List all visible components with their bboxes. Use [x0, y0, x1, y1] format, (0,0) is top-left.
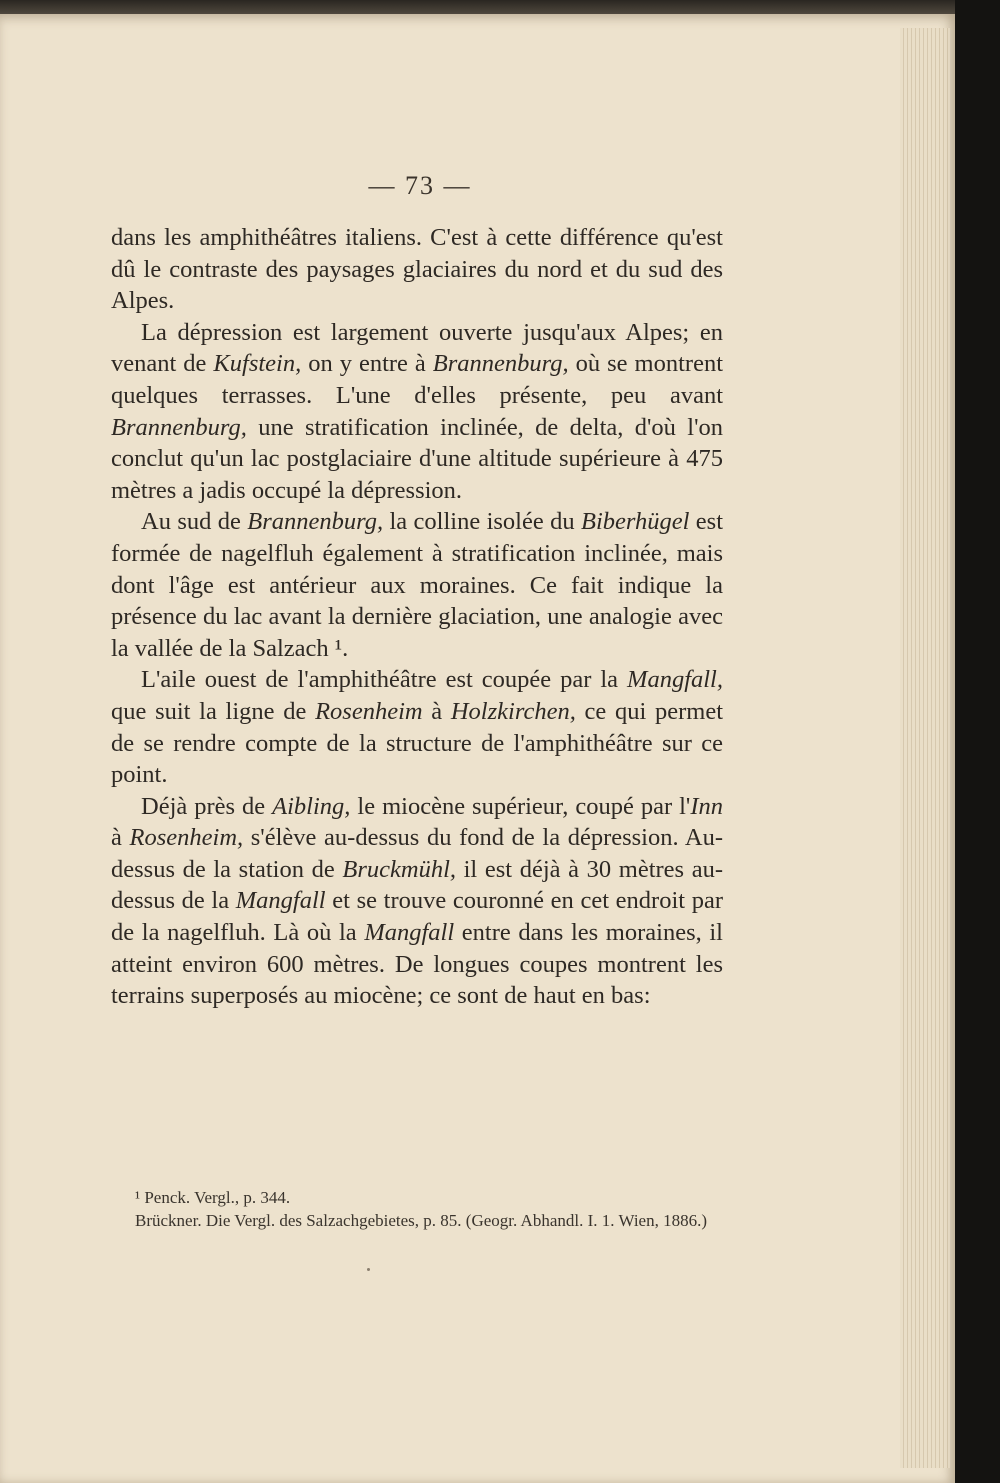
footnote-2: Brückner. Die Vergl. des Salzachgebietes, p. 85. (Geogr. Abhandl. I. 1. Wien, 1886.): [135, 1211, 707, 1230]
text-run: ce qui permet de se rendre compte de la structure de l'amphithéâtre sur ce point.: [111, 697, 724, 789]
italic-place-name: Brannenburg,: [111, 413, 247, 441]
text-run: on y entre à: [301, 350, 433, 378]
italic-place-name: Mangfall: [235, 887, 326, 915]
text-run: où se montrent quelques terrasses. L'une d'elles présente, peu avant: [111, 350, 723, 409]
text-run: une stratification inclinée, de delta, d'où l'on conclut qu'un lac postglaciaire d'une altitude supérieure à 475 mètres a jadis occupé la dépression.: [111, 413, 723, 504]
italic-place-name: Rosenheim,: [129, 824, 244, 852]
book-binding: [955, 0, 1000, 1483]
paragraph-1: [111, 222, 723, 317]
italic-place-name: Biberhügel: [580, 508, 690, 536]
text-run: est formée de nagelfluh également à stratification inclinée, mais dont l'âge est antérieur aux moraines. Ce fait indique la présence du lac avant la dernière glaciation, une analogie avec la vallée de la Salzach ¹.: [111, 508, 723, 662]
text-run: entre dans les moraines, il atteint environ 600 mètres. De longues coupes montrent les terrains superposés au miocène; ce sont de haut en bas:: [111, 919, 723, 1010]
text-run: Au sud de: [141, 508, 248, 536]
text-run: il est déjà à 30 mètres au-dessus de la: [111, 855, 723, 915]
italic-place-name: Inn: [690, 792, 723, 820]
footnotes: [111, 1186, 723, 1232]
italic-place-name: Brannenburg,: [247, 508, 384, 536]
text-run: la colline isolée du: [383, 508, 581, 536]
paragraph-5: [111, 791, 723, 1012]
italic-place-name: Brannenburg,: [432, 350, 569, 378]
italic-place-name: Rosenheim: [315, 697, 423, 725]
text-run: Déjà près de: [141, 792, 273, 820]
paragraph-4: [111, 664, 723, 790]
body-text: [111, 222, 723, 1012]
italic-place-name: Holzkirchen,: [450, 697, 576, 725]
paper-speck: [367, 1268, 370, 1271]
text-run: La dépression est largement ouverte jusqu'aux Alpes; en venant de: [111, 318, 723, 378]
text-run: L'aile ouest de l'amphithéâtre est coupée par la: [141, 666, 628, 694]
text-run: à: [422, 697, 451, 725]
text-run: et se trouve couronné en cet endroit par de la nagelfluh. Là où la: [111, 887, 723, 947]
text-run: que suit la ligne de: [111, 697, 316, 725]
text-run: s'élève au-dessus du fond de la dépression. Au-dessus de la station de: [111, 824, 723, 883]
text-run: le miocène supérieur, coupé par l': [350, 792, 691, 820]
paragraph-2: [111, 317, 723, 507]
text-run: à: [111, 824, 130, 852]
text-run: dans les amphithéâtres italiens. C'est à cette différence qu'est dû le contraste des paysages glaciaires du nord et du sud des Alpes.: [111, 224, 723, 315]
footnote-1: ¹ Penck. Vergl., p. 344.: [135, 1188, 291, 1207]
italic-place-name: Mangfall,: [627, 666, 723, 694]
italic-place-name: Kufstein,: [213, 350, 302, 378]
italic-place-name: Mangfall: [364, 919, 455, 947]
italic-place-name: Bruckmühl,: [342, 855, 456, 883]
italic-place-name: Aibling,: [272, 792, 351, 820]
page-number: — 73 —: [368, 171, 472, 200]
page-edges: [900, 28, 950, 1468]
paragraph-3: [111, 506, 723, 664]
